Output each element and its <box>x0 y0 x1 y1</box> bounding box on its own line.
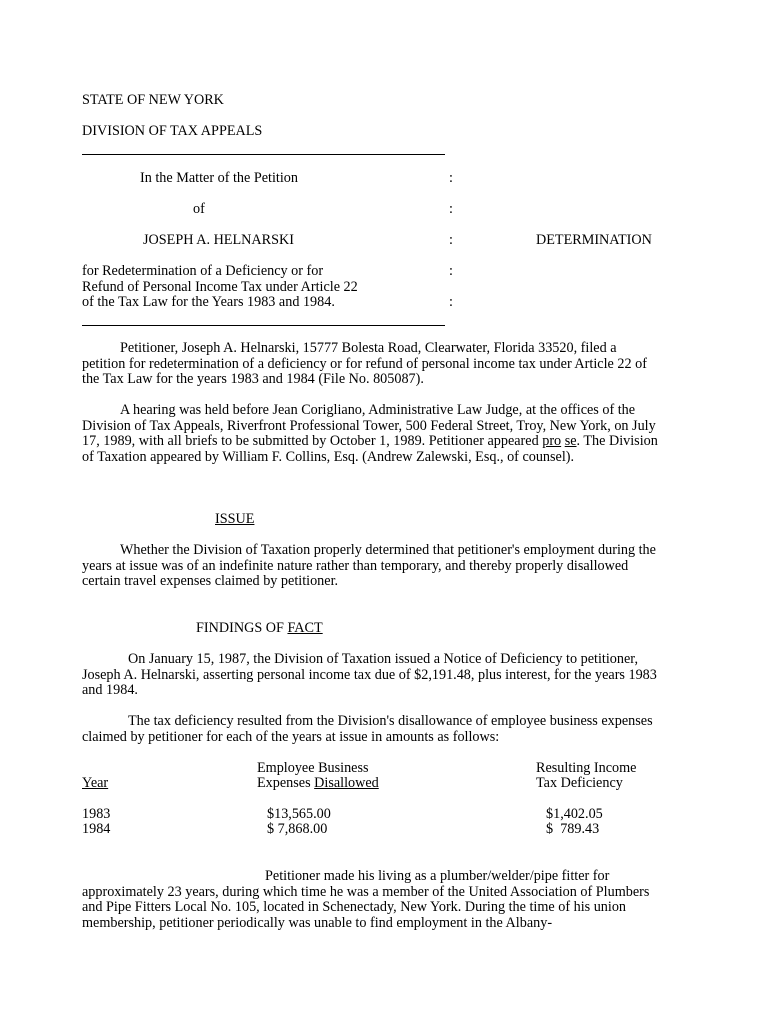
table-header-expenses-a: Expenses <box>257 775 315 791</box>
table-header-deficiency-line-1: Resulting Income <box>536 760 637 776</box>
table-header-expenses-b: Disallowed <box>314 775 379 791</box>
findings-heading <box>196 621 323 637</box>
paragraph-petition: Petitioner, Joseph A. Helnarski, 15777 Bolesta Road, Clearwater, Florida 33520, filed a petition for redetermination of a deficiency or for refund of personal income tax under Article 22 of the Tax Law for the years 1983 and 1984 (File No. 805087). <box>82 340 647 388</box>
caption-purpose-line-2: Refund of Personal Income Tax under Article 22 <box>82 279 358 295</box>
paragraph-fact-1: On January 15, 1987, the Division of Taxation issued a Notice of Deficiency to petitioner, Joseph A. Helnarski, asserting personal income tax due of $2,191.48, plus interest, for the years 1983 and 1984. <box>82 651 657 699</box>
table-header-expenses-line-1: Employee Business <box>257 760 369 776</box>
paragraph-fact-2: The tax deficiency resulted from the Division's disallowance of employee business expenses claimed by petitioner for each of the years at issue in amounts as follows: <box>82 713 653 745</box>
table-header-deficiency-line-2: Tax Deficiency <box>536 775 623 791</box>
caption-colon: : <box>449 201 453 217</box>
caption-colon: : <box>449 170 453 186</box>
caption-petitioner-name: JOSEPH A. HELNARSKI <box>143 232 294 248</box>
hearing-text-a: A hearing was held before Jean Corigliano, Administrative Law Judge, at the offices of the Division of Tax Appeals, Riverfront Professional Tower, 500 Federal Street, Troy, New York, on July 17, 1989, with all briefs to be submitted by October 1, 1989. Petitioner appeared <box>82 402 656 450</box>
issue-heading: ISSUE <box>215 511 255 527</box>
caption-colon: : <box>449 232 453 248</box>
paragraph-fact-3: Petitioner made his living as a plumber/welder/pipe fitter for approximately 23 years, during which time he was a member of the United Association of Plumbers and Pipe Fitters Local No. 105, located in Schenectady, New York. During the time of his union membership, petitioner periodically was unable to find employment in the Albany- <box>82 868 650 931</box>
caption-colon: : <box>449 294 453 310</box>
caption-purpose-line-1: for Redetermination of a Deficiency or for <box>82 263 324 279</box>
table-cell-deficiency: $1,402.05 <box>546 806 603 822</box>
caption-purpose-line-3: of the Tax Law for the Years 1983 and 1984. <box>82 294 335 310</box>
hearing-text-b: . The Division of Taxation appeared by William F. Collins, Esq. (Andrew Zalewski, Esq., of counsel). <box>82 433 658 465</box>
table-header-expenses-line-2 <box>257 776 379 792</box>
caption-in-the-matter: In the Matter of the Petition <box>140 170 298 186</box>
table-cell-expenses: $13,565.00 <box>267 806 331 822</box>
hearing-se: se <box>564 433 577 450</box>
table-cell-expenses: $ 7,868.00 <box>267 821 328 837</box>
table-header-year: Year <box>82 775 109 791</box>
table-cell-year: 1984 <box>82 821 111 837</box>
caption-colon: : <box>449 263 453 279</box>
paragraph-issue: Whether the Division of Taxation properly determined that petitioner's employment during the years at issue was of an indefinite nature rather than temporary, and thereby properly disallowed certain travel expenses claimed by petitioner. <box>82 542 656 590</box>
paragraph-hearing <box>82 403 662 465</box>
caption-top-rule <box>82 154 445 155</box>
table-cell-year: 1983 <box>82 806 111 822</box>
caption-of: of <box>193 201 205 217</box>
hearing-pro: pro <box>542 433 562 450</box>
document-type: DETERMINATION <box>536 232 652 248</box>
findings-heading-b: FACT <box>287 620 323 636</box>
division-heading: DIVISION OF TAX APPEALS <box>82 123 263 139</box>
state-heading: STATE OF NEW YORK <box>82 92 224 108</box>
findings-heading-a: FINDINGS OF <box>196 620 288 636</box>
caption-bottom-rule <box>82 325 445 326</box>
table-cell-deficiency: $ 789.43 <box>546 821 600 837</box>
